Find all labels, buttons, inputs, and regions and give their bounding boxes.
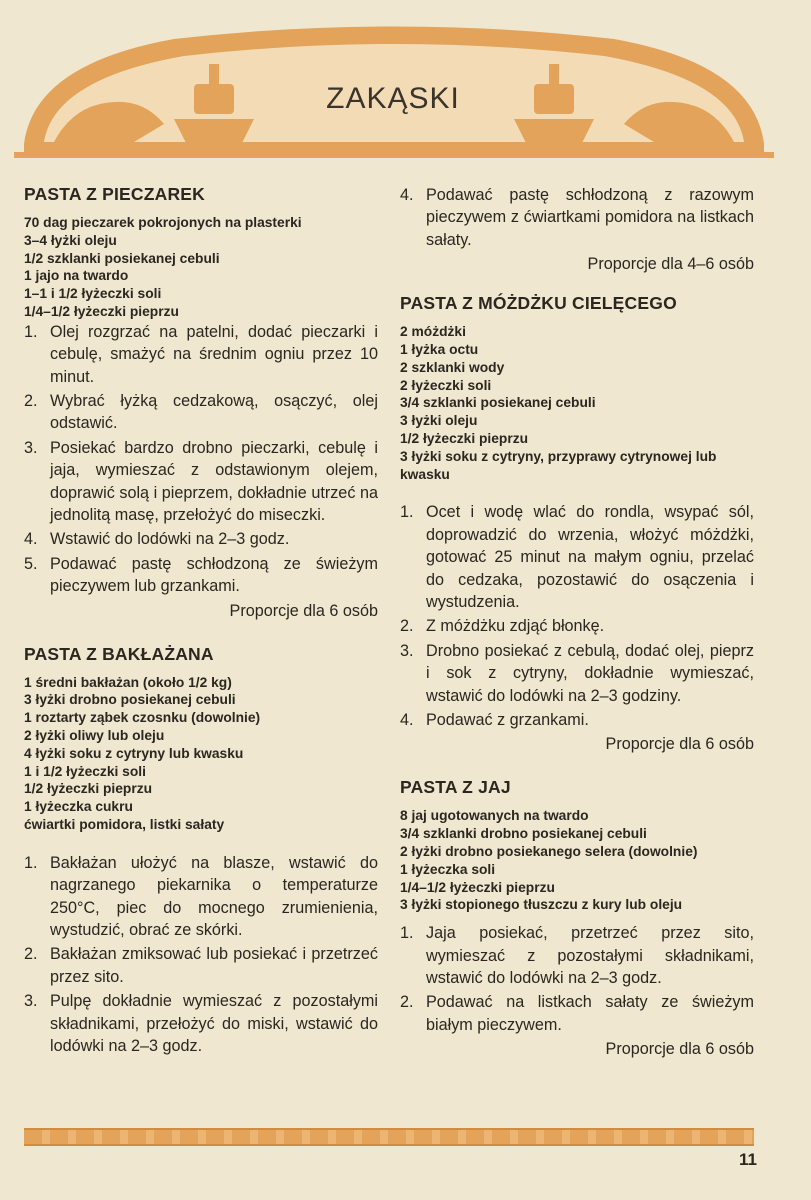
- ingredient-list: [400, 323, 754, 483]
- recipe-title: PASTA Z PIECZAREK: [24, 184, 205, 204]
- recipe-pasta-z-mozdzku: [400, 293, 754, 755]
- recipe-pasta-z-pieczarek: [24, 184, 378, 622]
- recipe-title: PASTA Z JAJ: [400, 777, 511, 798]
- step-list: [24, 321, 378, 598]
- ingredient: 1–1 i 1/2 łyżeczki soli: [24, 286, 162, 302]
- step-text: Wstawić do lodówki na 2–3 godz.: [50, 530, 290, 549]
- step-text: Drobno posiekać z cebulą, dodać olej, pieprz i sok z cytryny, dokładnie wymieszać, wstawić do lodówki na 2–3 godziny.: [426, 641, 754, 705]
- step-text: Jaja posiekać, przetrzeć przez sito, wymieszać z pozostałymi składnikami, wstawić do lodówki na 2–3 godz.: [426, 924, 754, 988]
- step: [400, 640, 754, 707]
- step: [400, 184, 754, 251]
- step-number: 2.: [24, 945, 38, 964]
- step-number: 2.: [24, 392, 38, 410]
- ingredient: 1/4–1/2 łyżeczki pieprzu: [400, 879, 555, 895]
- recipe-title: PASTA Z MÓŻDŻKU CIELĘCEGO: [400, 293, 677, 314]
- step: [400, 922, 754, 989]
- step-number: 4.: [400, 186, 414, 204]
- step-number: 4.: [400, 711, 414, 730]
- footer-ornament-bar: [24, 1128, 754, 1146]
- step-text: Wybrać łyżką cedzakową, osączyć, olej odstawić.: [50, 392, 378, 433]
- ingredient: 3/4 szklanki posiekanej cebuli: [400, 395, 596, 411]
- step-text: Olej rozgrzać na patelni, dodać pieczarki i cebulę, smażyć na średnim ogniu przez 10 minut.: [50, 322, 378, 386]
- step-number: 2.: [400, 993, 414, 1012]
- ingredient: 1/2 szklanki posiekanej cebuli: [24, 250, 220, 266]
- step: [24, 321, 378, 388]
- step-number: 1.: [24, 853, 38, 872]
- step-text: Posiekać bardzo drobno pieczarki, cebulę i jaja, wymieszać z odstawionym olejem, doprawić solą i pieprzem, dokładnie utrzeć na jednolitą masę, przełożyć do miseczki.: [50, 438, 378, 525]
- ingredient-list: [24, 214, 378, 321]
- ingredient: 2 móżdżki: [400, 324, 466, 340]
- step: [24, 390, 378, 435]
- proportion-note: Proporcje dla 6 osób: [605, 735, 754, 754]
- step-list: [24, 852, 378, 1058]
- recipe-pasta-z-baklazana: [24, 644, 378, 1058]
- step-number: 4.: [24, 530, 38, 549]
- step: [24, 990, 378, 1057]
- step: [24, 528, 378, 550]
- ingredient: ćwiartki pomidora, listki sałaty: [24, 817, 225, 833]
- ingredient: 1 łyżeczka cukru: [24, 799, 133, 815]
- ingredient: 1/2 łyżeczki pieprzu: [400, 431, 529, 446]
- page-number: 11: [739, 1150, 757, 1169]
- ingredient: 2 łyżki oliwy lub oleju: [24, 728, 165, 744]
- ingredient: 2 łyżki drobno posiekanego selera (dowolnie): [400, 844, 698, 860]
- ingredient: 1 łyżeczka soli: [400, 861, 496, 877]
- recipe-pasta-z-jaj: [400, 777, 754, 1060]
- recipe-title: PASTA Z BAKŁAŻANA: [24, 643, 214, 664]
- ingredient: 70 dag pieczarek pokrojonych na plasterki: [24, 215, 302, 230]
- step: [400, 501, 754, 613]
- ingredient: 1 średni bakłażan (około 1/2 kg): [24, 674, 232, 690]
- ingredient: 3 łyżki oleju: [400, 413, 478, 429]
- step-list: [400, 922, 754, 1036]
- ingredient: 1 roztarty ząbek czosnku (dowolnie): [24, 710, 261, 726]
- proportion-note: Proporcje dla 6 osób: [229, 601, 378, 620]
- step-list: [400, 501, 754, 731]
- step: [24, 943, 378, 988]
- recipe-continuation: [400, 184, 754, 275]
- ingredient: 2 łyżeczki soli: [400, 377, 492, 393]
- step-text: Ocet i wodę wlać do rondla, wsypać sól, doprowadzić do wrzenia, włożyć móżdżki, gotować 25 minut na małym ogniu, przelać do cedzaka, pozostawić do osączenia i wystudzenia.: [426, 503, 754, 612]
- step: [400, 615, 754, 637]
- ingredient: 3 łyżki stopionego tłuszczu z kury lub oleju: [400, 897, 683, 913]
- step: [400, 991, 754, 1036]
- ingredient: 1 jajo na twardo: [24, 268, 129, 284]
- ingredient: 3/4 szklanki drobno posiekanej cebuli: [400, 826, 647, 842]
- ingredient: 3 łyżki soku z cytryny, przyprawy cytrynowej lub kwasku: [400, 448, 717, 482]
- step: [24, 553, 378, 598]
- proportion-note: Proporcje dla 4–6 osób: [587, 255, 754, 274]
- step-text: Podawać pastę schłodzoną ze świeżym pieczywem lub grzankami.: [50, 554, 378, 596]
- step: [24, 852, 378, 942]
- step-text: Podawać z grzankami.: [426, 711, 589, 730]
- step-number: 1.: [24, 322, 38, 341]
- step-number: 5.: [24, 554, 38, 573]
- proportion-note: Proporcje dla 6 osób: [605, 1040, 754, 1059]
- ingredient: 4 łyżki soku z cytryny lub kwasku: [24, 745, 244, 761]
- left-column: [24, 184, 378, 1079]
- ingredient-list: [24, 674, 378, 834]
- ingredient: 1/2 łyżeczki pieprzu: [24, 781, 153, 797]
- ingredient: 1/4–1/2 łyżeczki pieprzu: [24, 303, 179, 319]
- step-text: Podawać na listkach sałaty ze świeżym białym pieczywem.: [426, 993, 754, 1034]
- step-text: Bakłażan zmiksować lub posiekać i przetrzeć przez sito.: [50, 945, 378, 986]
- step-number: 3.: [24, 992, 38, 1011]
- step-list: [400, 184, 754, 251]
- step-number: 3.: [400, 641, 414, 660]
- page-title: ZAKĄSKI: [326, 82, 460, 115]
- step-number: 1.: [400, 924, 414, 943]
- right-column: [400, 184, 754, 1082]
- step-number: 3.: [24, 438, 38, 457]
- step-number: 2.: [400, 617, 414, 636]
- step-text: Z móżdżku zdjąć błonkę.: [426, 617, 605, 636]
- ingredient-list: [400, 807, 754, 914]
- step-text: Pulpę dokładnie wymieszać z pozostałymi składnikami, przełożyć do miski, wstawić do lodówki na 2–3 godz.: [50, 992, 378, 1056]
- ingredient: 8 jaj ugotowanych na twardo: [400, 808, 589, 824]
- ingredient: 3 łyżki drobno posiekanej cebuli: [24, 692, 236, 708]
- step-text: Bakłażan ułożyć na blasze, wstawić do nagrzanego piekarnika o temperaturze 250°C, piec do mocnego zrumienienia, wystudzić, obrać ze skórki.: [50, 853, 378, 940]
- step-text: Podawać pastę schłodzoną z razowym pieczywem z ćwiartkami pomidora na listkach sałaty.: [426, 186, 754, 249]
- step: [400, 709, 754, 731]
- ingredient: 1 łyżka octu: [400, 342, 479, 358]
- ingredient: 2 szklanki wody: [400, 359, 505, 375]
- step-number: 1.: [400, 503, 414, 522]
- ingredient: 3–4 łyżki oleju: [24, 232, 117, 248]
- ingredient: 1 i 1/2 łyżeczki soli: [24, 763, 146, 779]
- step: [24, 437, 378, 527]
